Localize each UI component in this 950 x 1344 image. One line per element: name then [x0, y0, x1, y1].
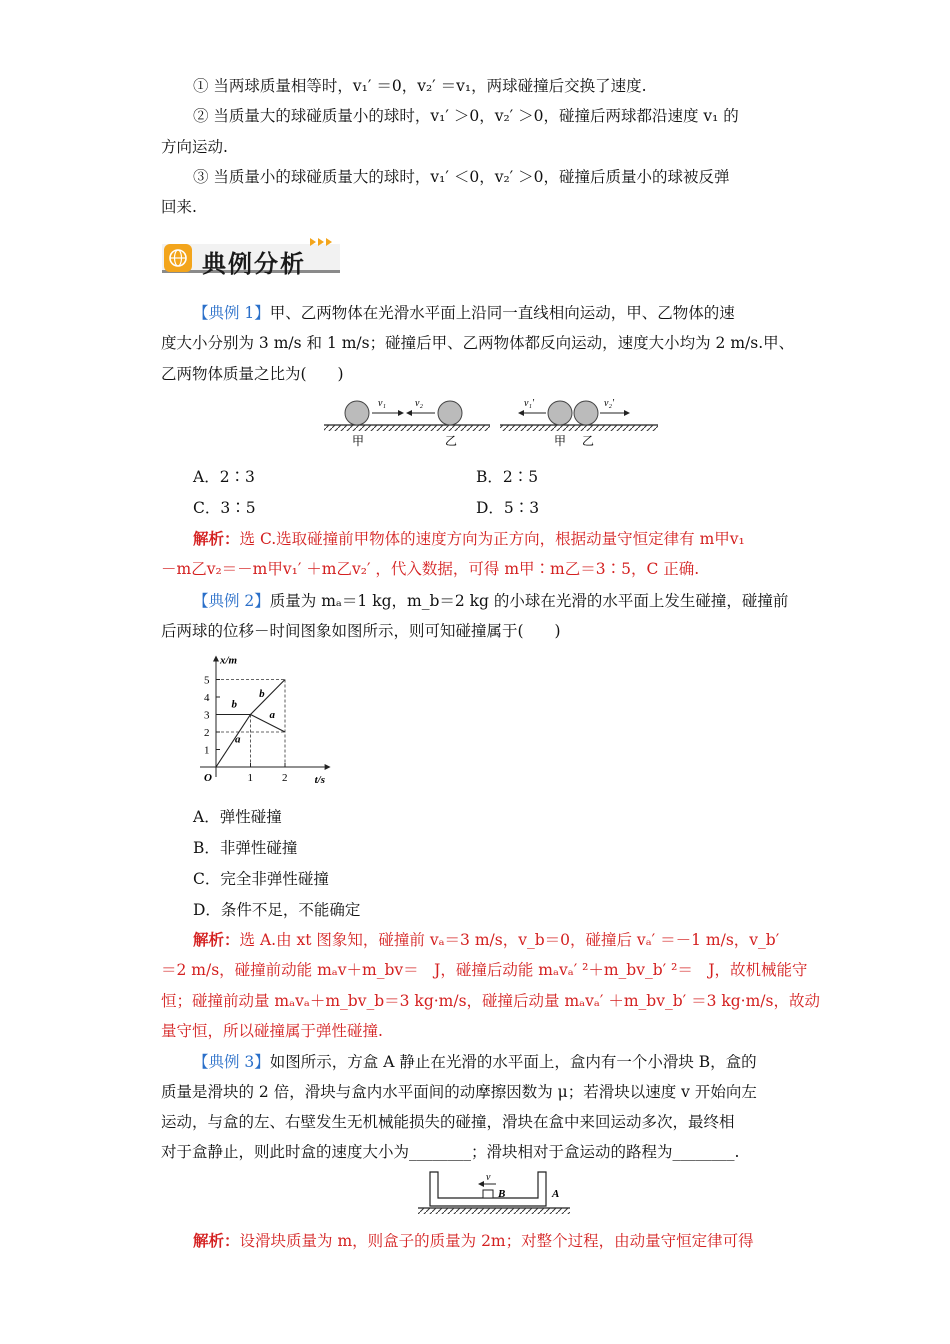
ex3-line-3: 运动，与盒的左、右壁发生无机械能损失的碰撞，滑块在盒中来回运动多次，最终相: [161, 1113, 735, 1131]
ex1-answer-label: 解析：: [193, 529, 240, 548]
ex2-answer-1: [193, 929, 779, 951]
ball-jia-after: [548, 401, 572, 425]
ex1-answer-2: －m乙v₂＝－m甲v₁′ ＋m乙v₂′ ，代入数据，可得 m甲∶m乙＝3∶5，C 正确.: [161, 560, 700, 578]
ex1-figure: [320, 392, 665, 454]
x-tick-label: 2: [282, 772, 288, 784]
ex2-answer-3: 恒；碰撞前动量 mₐvₐ＋m_bv_b＝3 kg·m/s，碰撞后动量 mₐvₐ′ ＋m_bv_b′ ＝3 kg·m/s，故动: [161, 992, 820, 1010]
ex1-option-c[interactable]: C．3∶5: [193, 499, 256, 517]
intro-line-2a: ② 当质量大的球碰质量小的球时，v₁′ ＞0，v₂′ ＞0，碰撞后两球都沿速度 v₁ 的: [193, 107, 739, 125]
intro-line-3b: 回来.: [161, 198, 197, 216]
ex1-line-3: 乙两物体质量之比为( ): [161, 365, 344, 383]
ex2-option-a[interactable]: A．弹性碰撞: [193, 808, 282, 826]
x-tick-label: 1: [247, 772, 253, 784]
label-a: A: [552, 1188, 560, 1200]
y-tick-label: 3: [204, 709, 210, 722]
ex3-answer-1: [193, 1230, 754, 1252]
ex1-answer-1: [193, 528, 745, 550]
ex1-option-d[interactable]: D．5∶3: [476, 499, 540, 517]
ex2-chart: [190, 650, 370, 786]
series-label-b: b: [231, 698, 238, 711]
chart-axes: [200, 656, 331, 778]
ex3-tag: 【典例 3】: [193, 1053, 270, 1071]
ex2-answer-label: 解析：: [193, 930, 240, 949]
chart-guides: [216, 680, 285, 768]
label-v2p: v₂′: [604, 398, 615, 409]
series-label-a: a: [234, 733, 241, 746]
ex1-text-1: 甲、乙两物体在光滑水平面上沿同一直线相向运动，甲、乙物体的速: [269, 304, 735, 322]
y-tick-label: 5: [204, 674, 210, 687]
ex3-line-4: 对于盒静止，则此时盒的速度大小为________；滑块相对于盒运动的路程为________.: [161, 1143, 740, 1161]
y-axis-arrow: [213, 656, 219, 662]
ex1-answer-text-1: 选 C.选取碰撞前甲物体的速度方向为正方向，根据动量守恒定律有 m甲v₁: [239, 530, 745, 548]
ex3-line-2: 质量是滑块的 2 倍，滑块与盒内水平面间的动摩擦因数为 μ；若滑块以速度 v 开始向左: [161, 1083, 757, 1101]
y-tick-label: 1: [204, 744, 210, 757]
ex3-answer-label: 解析：: [193, 1231, 240, 1250]
label-yi-1: 乙: [445, 434, 458, 448]
series-label-b: b: [259, 688, 265, 700]
ex2-tag: 【典例 2】: [193, 592, 270, 610]
block-b: [483, 1190, 493, 1198]
y-tick-label: 4: [204, 692, 210, 704]
origin-label: O: [204, 772, 212, 784]
ex2-answer-text-1: 选 A.由 xt 图象知，碰撞前 vₐ＝3 m/s，v_b＝0，碰撞后 vₐ′ ＝－1 m/s，v_b′: [239, 931, 780, 949]
ex3-text-1: 如图所示，方盒 A 静止在光滑的水平面上，盒内有一个小滑块 B，盒的: [269, 1053, 757, 1071]
ex2-text-1: 质量为 mₐ＝1 kg，m_b＝2 kg 的小球在光滑的水平面上发生碰撞，碰撞前: [269, 592, 789, 610]
label-yi-2: 乙: [582, 434, 595, 448]
ex2-option-d[interactable]: D．条件不足，不能确定: [193, 901, 361, 919]
ball-yi-after: [574, 401, 598, 425]
label-v1p: v₁′: [524, 398, 535, 409]
series-label-a: a: [269, 709, 275, 721]
label-v: v: [486, 1172, 491, 1183]
label-v2: v₂: [415, 398, 423, 409]
ex3-figure: [414, 1170, 574, 1222]
section-header: [162, 238, 340, 278]
label-jia-2: 甲: [554, 434, 567, 448]
ex1-option-a[interactable]: A．2∶3: [193, 468, 255, 486]
y-tick-label: 2: [204, 727, 210, 739]
ex3-answer-text-1: 设滑块质量为 m，则盒子的质量为 2m；对整个过程，由动量守恒定律可得: [239, 1232, 754, 1250]
ex1-option-b[interactable]: B．2∶5: [476, 468, 539, 486]
x-axis-label: t/s: [314, 774, 326, 786]
x-axis-arrow: [325, 764, 331, 770]
intro-line-2b: 方向运动.: [161, 138, 228, 156]
ex2-option-b[interactable]: B．非弹性碰撞: [193, 839, 298, 857]
intro-line-3a: ③ 当质量小的球碰质量大的球时，v₁′ ＜0，v₂′ ＞0，碰撞后质量小的球被反弹: [193, 168, 730, 186]
ex2-option-c[interactable]: C．完全非弹性碰撞: [193, 870, 329, 888]
label-jia-1: 甲: [352, 434, 365, 448]
y-axis-label: x/m: [220, 654, 238, 667]
chart-series: [216, 680, 285, 768]
ex2-line-2: 后两球的位移－时间图象如图所示，则可知碰撞属于( ): [161, 622, 561, 640]
ex1-tag: 【典例 1】: [193, 304, 270, 322]
ex2-answer-4: 量守恒，所以碰撞属于弹性碰撞.: [161, 1022, 383, 1040]
ex2-line-1: [193, 590, 788, 612]
ex2-answer-2: ＝2 m/s，碰撞前动能 mₐv＋m_bv＝ J，碰撞后动能 mₐvₐ′ ²＋m_bv_b′ ²＝ J，故机械能守: [161, 961, 808, 979]
ball-jia-before: [345, 401, 369, 425]
chart-labels: [204, 655, 325, 787]
label-b: B: [498, 1188, 506, 1200]
ex3-line-1: [193, 1051, 757, 1073]
label-v1: v₁: [378, 398, 386, 409]
ex1-line-2: 度大小分别为 3 m/s 和 1 m/s；碰撞后甲、乙两物体都反向运动，速度大小均为 2 m/s.甲、: [161, 334, 795, 352]
ball-yi-before: [438, 401, 462, 425]
section-title: 典例分析: [202, 250, 306, 278]
ex1-line-1: [193, 302, 735, 324]
intro-line-1: ① 当两球质量相等时，v₁′ ＝0，v₂′ ＝v₁，两球碰撞后交换了速度.: [193, 77, 647, 95]
